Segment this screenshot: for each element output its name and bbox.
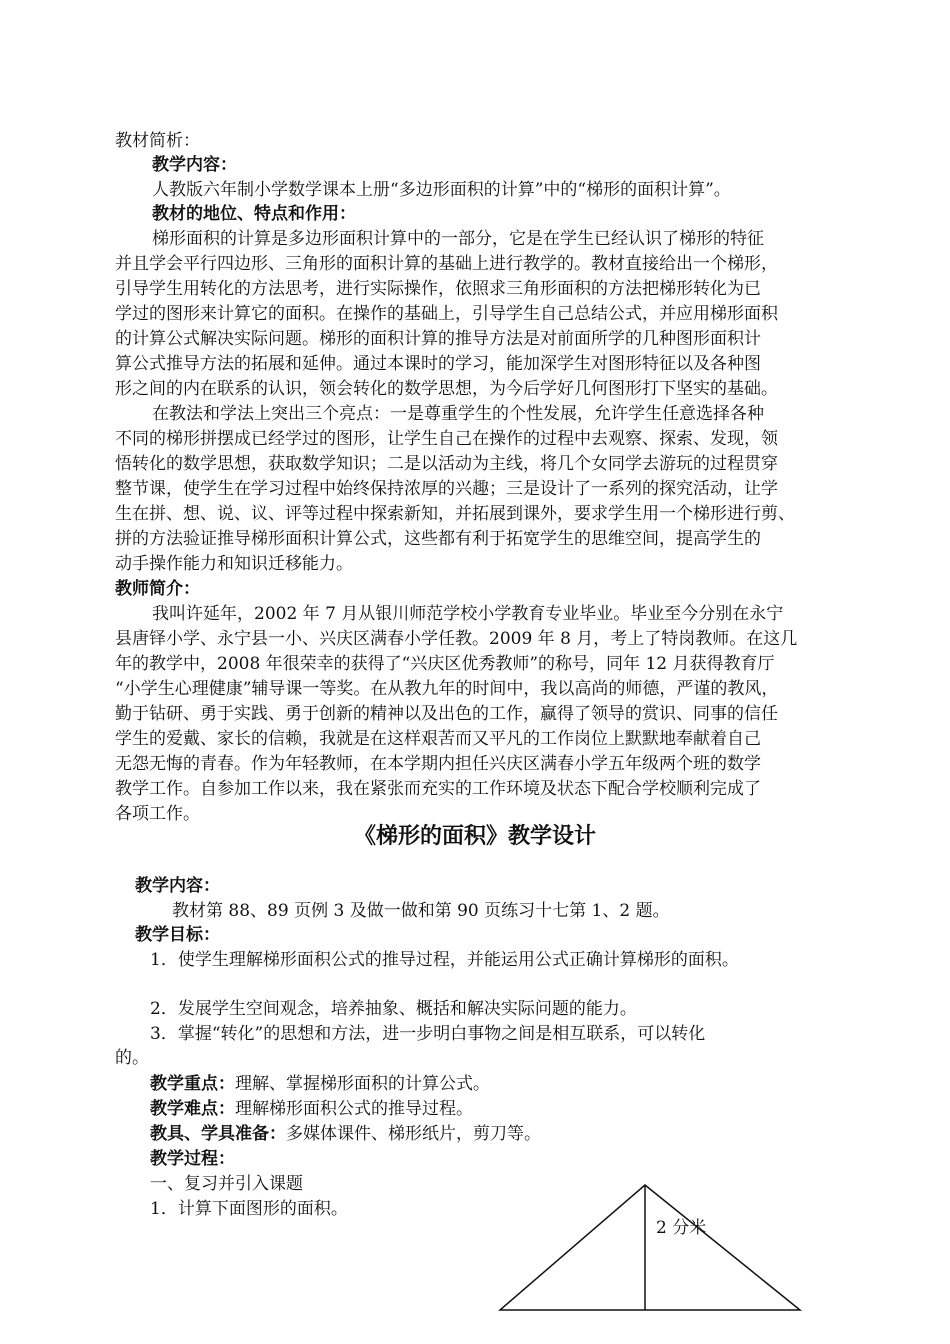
tools-point <box>150 1121 880 1147</box>
paragraph-line: 算公式推导方法的拓展和延伸。通过本课时的学习，能加深学生对图形特征以及各种图 <box>115 354 761 374</box>
difficulty-point <box>150 1096 880 1122</box>
teacher-line: 各项工作。 <box>115 804 200 824</box>
design-title: 《梯形的面积》教学设计 <box>353 823 596 849</box>
paragraph-line: 形之间的内在联系的认识，领会转化的数学思想，为今后学好几何图形打下坚实的基础。 <box>115 379 778 399</box>
key-text: 理解、掌握梯形面积的计算公式。 <box>235 1074 490 1094</box>
teacher-line: 无怨无悔的青春。作为年轻教师，在本学期内担任兴庆区满春小学五年级两个班的数学 <box>115 754 761 774</box>
tools-text: 多媒体课件、梯形纸片，剪刀等。 <box>286 1124 541 1144</box>
key-point <box>150 1071 880 1097</box>
teacher-line: 学生的爱戴、家长的信赖，我就是在这样艰苦而又平凡的工作岗位上默默地奉献着自己 <box>115 729 761 749</box>
teacher-line: 我叫许延年，2002 年 7 月从银川师范学校小学教育专业毕业。毕业至今分别在永宁 <box>152 604 784 624</box>
teacher-line: 年的教学中，2008 年很荣幸的获得了“兴庆区优秀教师”的称号，同年 12 月获得教育厅 <box>115 654 775 674</box>
paragraph-line: 的计算公式解决实际问题。梯形的面积计算的推导方法是对前面所学的几种图形面积计 <box>115 329 761 349</box>
key-label: 教学重点： <box>150 1074 235 1094</box>
triangle-figure <box>495 1180 805 1315</box>
paragraph-line: 在教法和学法上突出三个亮点：一是尊重学生的个性发展，允许学生任意选择各种 <box>152 404 764 424</box>
teacher-heading: 教师简介： <box>115 579 200 599</box>
difficulty-label: 教学难点： <box>150 1099 235 1119</box>
teacher-line: 勤于钻研、勇于实践、勇于创新的精神以及出色的工作，赢得了领导的赏识、同事的信任 <box>115 704 778 724</box>
paragraph-line: 动手操作能力和知识迁移能力。 <box>115 554 353 574</box>
section-heading-analysis: 教材简析： <box>115 131 200 151</box>
goal-3: 3．掌握“转化”的思想和方法，进一步明白事物之间是相互联系，可以转化 <box>150 1024 706 1044</box>
paragraph-line: 学过的图形来计算它的面积。在操作的基础上，引导学生自己总结公式，并应用梯形面积 <box>115 304 778 324</box>
content-text: 人教版六年制小学数学课本上册“多边形面积的计算”中的“梯形的面积计算”。 <box>152 180 731 200</box>
triangle-shape <box>500 1185 800 1310</box>
design-content-text: 教材第 88、89 页例 3 及做一做和第 90 页练习十七第 1、2 题。 <box>172 901 670 921</box>
paragraph-line: 生在拼、想、说、议、评等过程中探索新知，并拓展到课外，要求学生用一个梯形进行剪、 <box>115 504 795 524</box>
paragraph-line: 并且学会平行四边形、三角形的面积计算的基础上进行教学的。教材直接给出一个梯形， <box>115 254 778 274</box>
goal-1: 1．使学生理解梯形面积公式的推导过程，并能运用公式正确计算梯形的面积。 <box>150 950 739 970</box>
paragraph-line: 引导学生用转化的方法思考，进行实际操作，依照求三角形面积的方法把梯形转化为已 <box>115 279 761 299</box>
triangle-height-label: 2 分米 <box>656 1218 707 1238</box>
process-label: 教学过程： <box>150 1149 235 1169</box>
difficulty-text: 理解梯形面积公式的推导过程。 <box>235 1099 473 1119</box>
step-1: 一、复习并引入课题 <box>150 1174 303 1194</box>
design-content-label: 教学内容： <box>135 876 220 896</box>
teacher-line: 县唐铎小学、永宁县一小、兴庆区满春小学任教。2009 年 8 月，考上了特岗教师。在这几 <box>115 629 798 649</box>
paragraph-line: 不同的梯形拼摆成已经学过的图形，让学生自己在操作的过程中去观察、探索、发现，领 <box>115 429 778 449</box>
paragraph-line: 整节课，使学生在学习过程中始终保持浓厚的兴趣；三是设计了一系列的探究活动，让学 <box>115 479 778 499</box>
goals-label: 教学目标： <box>135 925 220 945</box>
paragraph-line: 梯形面积的计算是多边形面积计算中的一部分，它是在学生已经认识了梯形的特征 <box>152 229 764 249</box>
content-label: 教学内容： <box>152 155 237 175</box>
position-label: 教材的地位、特点和作用： <box>152 204 356 224</box>
paragraph-line: 拼的方法验证推导梯形面积计算公式，这些都有利于拓宽学生的思维空间，提高学生的 <box>115 529 761 549</box>
teacher-line: 教学工作。自参加工作以来，我在紧张而充实的工作环境及状态下配合学校顺利完成了 <box>115 779 761 799</box>
goal-3-continued: 的。 <box>115 1048 149 1068</box>
teacher-line: “小学生心理健康”辅导课一等奖。在从教九年的时间中，我以高尚的师德，严谨的教风， <box>115 679 779 699</box>
paragraph-line: 悟转化的数学思想，获取数学知识；二是以活动为主线，将几个女同学去游玩的过程贯穿 <box>115 454 778 474</box>
tools-label: 教具、学具准备： <box>150 1124 286 1144</box>
goal-2: 2．发展学生空间观念，培养抽象、概括和解决实际问题的能力。 <box>150 999 637 1019</box>
step-1-1: 1．计算下面图形的面积。 <box>150 1199 348 1219</box>
